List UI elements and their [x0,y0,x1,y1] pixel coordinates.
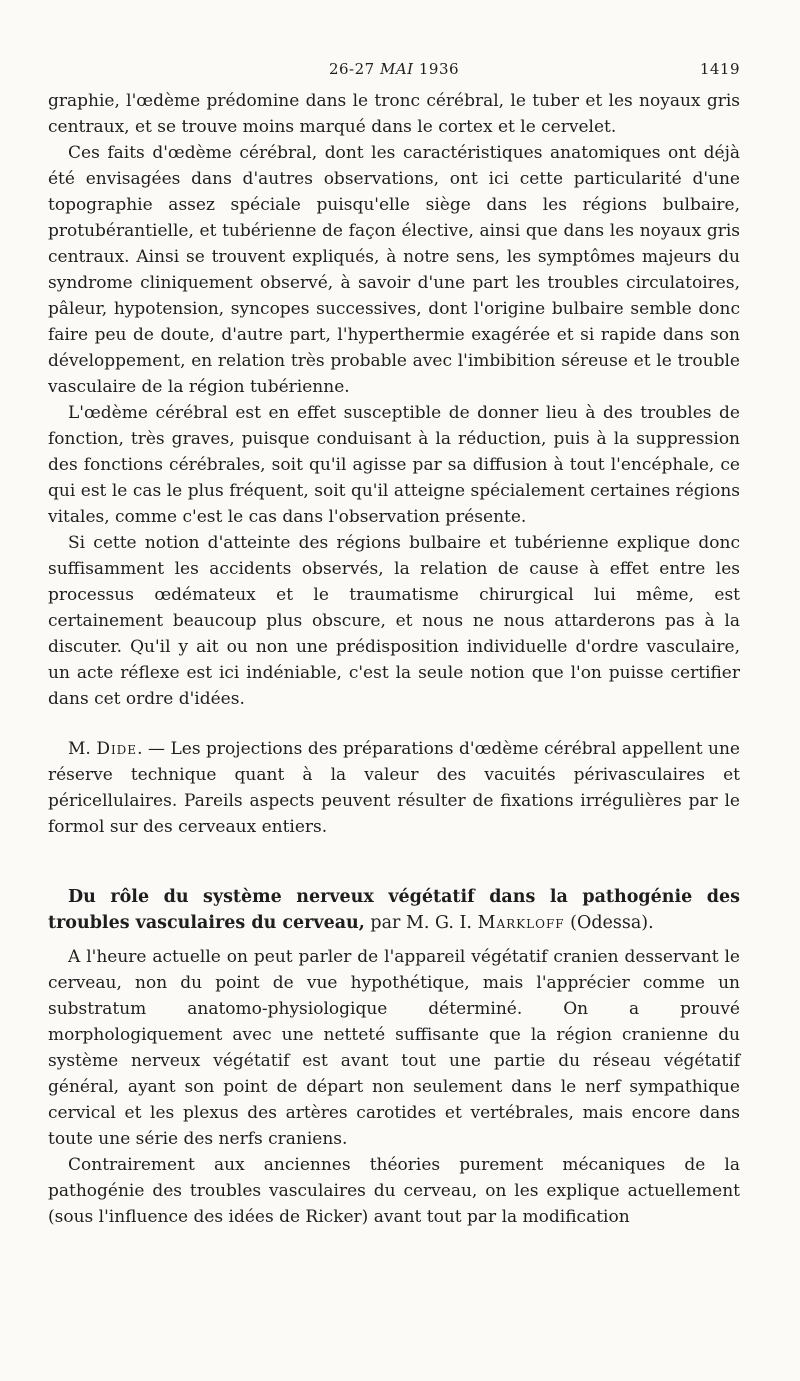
header-date-prefix: 26-27 [328,60,375,78]
article-location: (Odessa). [564,913,654,933]
page-number: 1419 [699,60,740,78]
article-paragraph-2: Contrairement aux anciennes théories purement mécaniques de la pathogénie des troubles vasculaires du cerveau, on les explique actuellement (sous l'influence des idées de Ricker) avant tout par la modification [48,1155,740,1227]
paragraph-1: graphie, l'œdème prédomine dans le tronc cérébral, le tuber et les noyaux gris centraux, et se trouve moins marqué dans le cortex et le cervelet. [48,91,740,137]
paragraph-2: Ces faits d'œdème cérébral, dont les caractéristiques anatomiques ont déjà été envisagées dans d'autres observations, ont ici cette particularité d'une topographie assez spéciale puisqu'elle siège dans les régions bulbaire, protubérantielle, et tubérienne de façon élective, ainsi que dans les noyaux gris centraux. Ainsi se trouvent expliqués, à notre sens, les symptômes majeurs du syndrome cliniquement observé, à savoir d'une part les troubles circulatoires, pâleur, hypotension, syncopes successives, dont l'origine bulbaire semble donc faire peu de doute, d'autre part, l'hyperthermie exagérée et si rapide dans son développement, en relation très probable avec l'imbibition séreuse et le trouble vasculaire de la région tubérienne. [48,143,740,397]
header-year: 1936 [418,60,460,78]
speaker-prefix: M. [68,739,91,759]
article-by: par M. G. I. [364,913,478,933]
heading-gap [48,936,740,944]
running-header [48,58,740,88]
section-gap [48,712,740,736]
header-date [48,60,740,78]
discussion-paragraph [48,736,740,840]
article-author: Markloff [477,913,565,933]
header-month: MAI [379,60,414,78]
paragraph-3: L'œdème cérébral est en effet susceptible de donner lieu à des troubles de fonction, très graves, puisque conduisant à la réduction, puis à la suppression des fonctions cérébrales, soit qu'il agisse par sa diffusion à tout l'encéphale, ce qui est le cas le plus fréquent, soit qu'il atteigne spécialement certaines régions vitales, comme c'est le cas dans l'observation présente. [48,403,740,527]
document-page [48,58,740,1230]
paragraph-4: Si cette notion d'atteinte des régions bulbaire et tubérienne explique donc suffisamment les accidents observés, la relation de cause à effet entre les processus œdémateux et le traumatisme chirurgical lui même, est certainement beaucoup plus obscure, et nous ne nous attarderons pas à la discuter. Qu'il y ait ou non une prédisposition individuelle d'ordre vasculaire, un acte réflexe est ici indéniable, c'est la seule notion que l'on puisse certifier dans cet ordre d'idées. [48,533,740,709]
article-heading [48,884,740,936]
section-gap-large [48,840,740,884]
article-paragraph-1: A l'heure actuelle on peut parler de l'appareil végétatif cranien desservant le cerveau, non du point de vue hypothétique, mais l'apprécier comme un substratum anatomo-physiologique déterminé. On a prouvé morphologiquement avec une netteté suffisante que la région cranienne du système nerveux végétatif est avant tout une partie du réseau végétatif général, ayant son point de départ non seulement dans le nerf sympathique cervical et les plexus des artères carotides et vertébrales, mais encore dans toute une série des nerfs craniens. [48,947,740,1149]
speaker-name: Dide [96,739,138,759]
discussion-text: . — Les projections des préparations d'œdème cérébral appellent une réserve technique quant à la valeur des vacuités périvasculaires et péricellulaires. Pareils aspects peuvent résulter de fixations irrégulières par le formol sur des cerveaux entiers. [48,739,740,837]
article-title: Du rôle du système nerveux végétatif dans la pathogénie des troubles vasculaires du cerveau, [48,887,740,933]
